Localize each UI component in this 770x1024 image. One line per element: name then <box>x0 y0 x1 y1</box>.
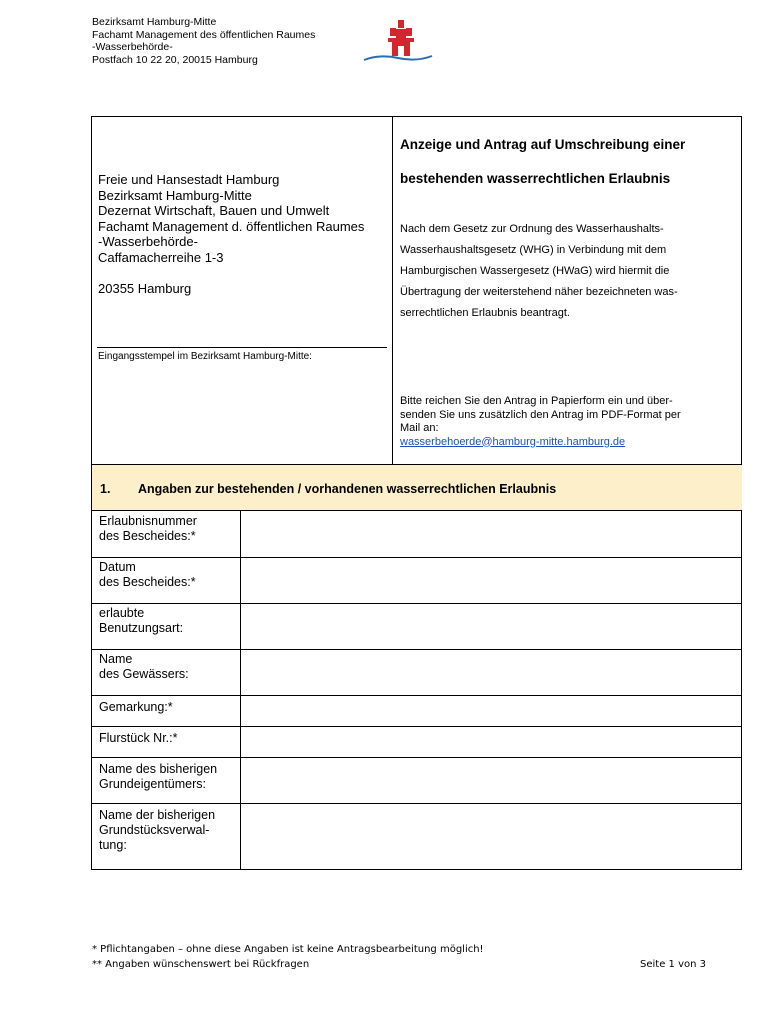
address-line: Caffamacherreihe 1-3 <box>98 249 224 265</box>
footnote-required: * Pflichtangaben – ohne diese Angaben ist keine Antragsbearbeitung möglich! <box>92 944 484 955</box>
law-text-line: Nach dem Gesetz zur Ordnung des Wasserhaushalts- <box>400 223 664 235</box>
field-label-parcel-number <box>99 731 178 746</box>
submission-line: Bitte reichen Sie den Antrag in Papierform ein und über- <box>400 395 673 407</box>
field-label-line: tung: <box>99 838 127 852</box>
field-label-line: des Bescheides:* <box>99 529 196 543</box>
sender-line: Postfach 10 22 20, 20015 Hamburg <box>92 53 258 66</box>
water-body-field[interactable] <box>241 650 741 695</box>
field-label-line: Grundstücksverwal- <box>99 823 210 837</box>
field-label-line: des Gewässers: <box>99 667 189 681</box>
submission-line: senden Sie uns zusätzlich den Antrag im PDF-Format per <box>400 408 681 421</box>
field-label-line: Flurstück Nr.:* <box>99 731 178 745</box>
law-text-line: Übertragung der weiterstehend näher bezeichneten was- <box>400 286 678 298</box>
address-line: Fachamt Management d. öffentlichen Raumes <box>98 218 365 234</box>
district-field[interactable] <box>241 696 741 726</box>
form-title-line: bestehenden wasserrechtlichen Erlaubnis <box>400 171 671 186</box>
previous-management-field[interactable] <box>241 804 741 869</box>
previous-owner-field[interactable] <box>241 758 741 803</box>
column-divider <box>392 117 393 465</box>
footnote-desired: ** Angaben wünschenswert bei Rückfragen <box>92 959 310 970</box>
field-label-line: Gemarkung:* <box>99 700 173 714</box>
address-line: -Wasserbehörde- <box>98 234 198 249</box>
notice-date-field[interactable] <box>241 558 741 603</box>
field-label-notice-date <box>99 560 196 590</box>
stamp-line <box>97 347 387 348</box>
field-label-permit-number <box>99 514 197 544</box>
field-label-line: Name <box>99 652 133 666</box>
address-city: 20355 Hamburg <box>98 281 192 296</box>
permit-number-field[interactable] <box>241 512 741 557</box>
field-label-line: Benutzungsart: <box>99 621 184 635</box>
address-line: Bezirksamt Hamburg-Mitte <box>98 187 252 203</box>
usage-type-field[interactable] <box>241 604 741 649</box>
field-label-line: Name des bisherigen <box>99 762 218 776</box>
field-label-usage-type <box>99 606 183 636</box>
field-label-district <box>99 700 173 715</box>
address-line: Freie und Hansestadt Hamburg <box>98 172 280 187</box>
submission-line: Mail an: <box>400 422 439 434</box>
sender-block <box>92 16 315 66</box>
sender-line: -Wasserbehörde- <box>92 41 173 53</box>
field-label-previous-owner <box>99 762 217 792</box>
section-title: Angaben zur bestehenden / vorhandenen wasserrechtlichen Erlaubnis <box>138 482 557 496</box>
field-label-line: des Bescheides:* <box>99 575 196 589</box>
hamburg-castle-emblem-icon <box>362 18 434 66</box>
form-title-line: Anzeige und Antrag auf Umschreibung einer <box>400 137 686 152</box>
field-label-line: Name der bisherigen <box>99 808 216 822</box>
stamp-label: Eingangsstempel im Bezirksamt Hamburg-Mitte: <box>98 351 312 362</box>
section-number: 1. <box>100 482 111 496</box>
field-label-water-body <box>99 652 189 682</box>
sender-line: Bezirksamt Hamburg-Mitte <box>92 16 217 28</box>
parcel-number-field[interactable] <box>241 727 741 757</box>
law-text-line: Wasserhaushaltsgesetz (WHG) in Verbindung mit dem <box>400 244 667 256</box>
field-label-line: Erlaubnisnummer <box>99 514 197 528</box>
field-label-line: Grundeigentümers: <box>99 777 207 791</box>
address-line: Dezernat Wirtschaft, Bauen und Umwelt <box>98 203 330 218</box>
recipient-address <box>98 172 364 297</box>
law-text-line: Hamburgischen Wassergesetz (HWaG) wird hiermit die <box>400 265 670 277</box>
law-text-line: serrechtlichen Erlaubnis beantragt. <box>400 307 570 319</box>
law-text <box>400 219 730 324</box>
submission-note <box>400 395 736 449</box>
email-link[interactable]: wasserbehoerde@hamburg-mitte.hamburg.de <box>400 435 626 448</box>
field-label-previous-management <box>99 808 215 853</box>
field-label-line: erlaubte <box>99 606 145 620</box>
sender-line: Fachamt Management des öffentlichen Raumes <box>92 28 316 41</box>
page-number: Seite 1 von 3 <box>640 959 706 970</box>
field-label-line: Datum <box>99 560 136 574</box>
